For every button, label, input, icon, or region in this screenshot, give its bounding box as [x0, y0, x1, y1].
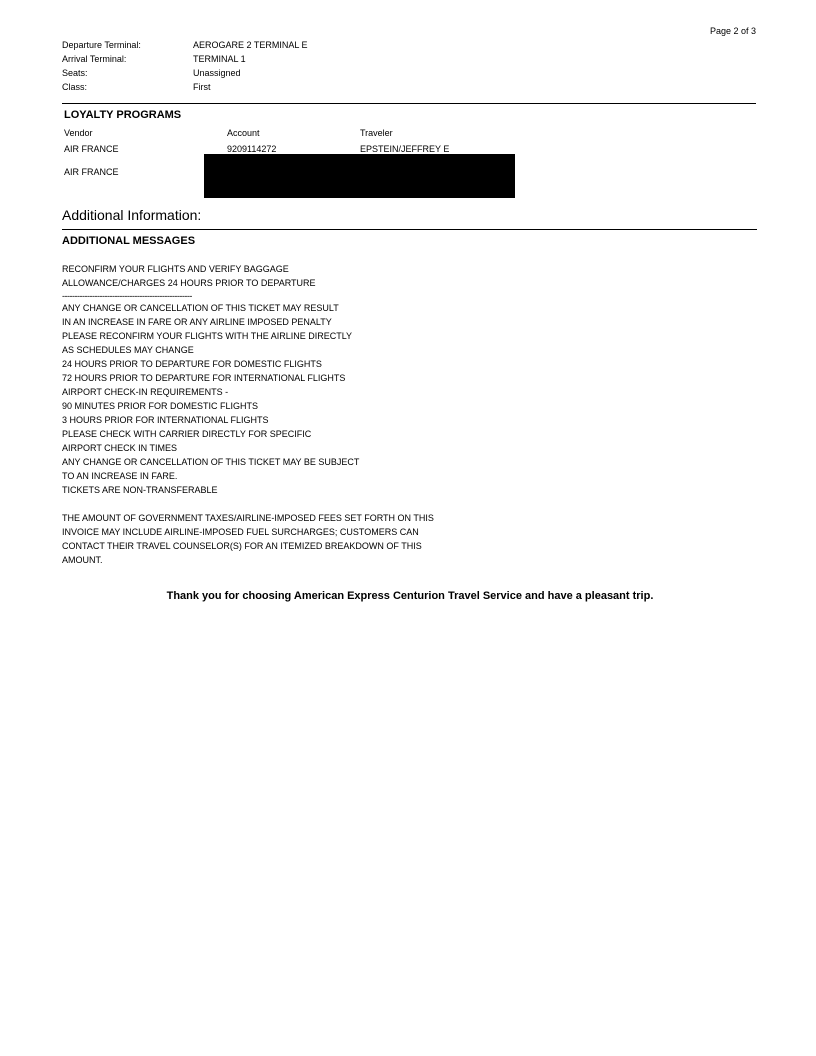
message-line: ANY CHANGE OR CANCELLATION OF THIS TICKET MAY BE SUBJECT: [62, 457, 360, 467]
message-line: INVOICE MAY INCLUDE AIRLINE-IMPOSED FUEL SURCHARGES; CUSTOMERS CAN: [62, 527, 419, 537]
loyalty-table-header: [64, 128, 564, 140]
loyalty-traveler: EPSTEIN/JEFFREY E: [360, 144, 450, 154]
class-row: [62, 82, 462, 96]
message-line: 90 MINUTES PRIOR FOR DOMESTIC FLIGHTS: [62, 401, 259, 411]
arrival-terminal-label: Arrival Terminal:: [62, 54, 127, 64]
seats-row: [62, 68, 462, 82]
message-line: AIRPORT CHECK-IN REQUIREMENTS -: [62, 387, 229, 397]
loyalty-vendor: AIR FRANCE: [64, 167, 119, 177]
class-value: First: [193, 82, 211, 92]
departure-terminal-row: [62, 40, 462, 54]
message-line: AIRPORT CHECK IN TIMES: [62, 443, 178, 453]
message-line: 72 HOURS PRIOR TO DEPARTURE FOR INTERNATIONAL FLIGHTS: [62, 373, 346, 383]
divider-additional: [62, 229, 757, 230]
class-label: Class:: [62, 82, 88, 92]
message-line: 3 HOURS PRIOR FOR INTERNATIONAL FLIGHTS: [62, 415, 269, 425]
additional-information-title: Additional Information:: [62, 207, 202, 223]
message-line: RECONFIRM YOUR FLIGHTS AND VERIFY BAGGAGE: [62, 264, 289, 274]
page-number: Page 2 of 3: [709, 26, 756, 36]
message-line: AMOUNT.: [62, 555, 103, 565]
additional-messages-title: ADDITIONAL MESSAGES: [62, 235, 196, 247]
traveler-column-header: Traveler: [360, 128, 393, 138]
messages-block-taxes: [62, 511, 434, 567]
message-line: PLEASE RECONFIRM YOUR FLIGHTS WITH THE AIRLINE DIRECTLY: [62, 331, 353, 341]
message-line: IN AN INCREASE IN FARE OR ANY AIRLINE IMPOSED PENALTY: [62, 317, 332, 327]
message-line: 24 HOURS PRIOR TO DEPARTURE FOR DOMESTIC FLIGHTS: [62, 359, 322, 369]
message-line: AS SCHEDULES MAY CHANGE: [62, 345, 194, 355]
message-line: CONTACT THEIR TRAVEL COUNSELOR(S) FOR AN ITEMIZED BREAKDOWN OF THIS: [62, 541, 422, 551]
vendor-column-header: Vendor: [64, 128, 93, 138]
message-line: ALLOWANCE/CHARGES 24 HOURS PRIOR TO DEPARTURE: [62, 278, 316, 288]
departure-terminal-label: Departure Terminal:: [62, 40, 141, 50]
message-line: TO AN INCREASE IN FARE.: [62, 471, 178, 481]
messages-block-policies: [62, 301, 359, 497]
message-line: ANY CHANGE OR CANCELLATION OF THIS TICKET MAY RESULT: [62, 303, 339, 313]
loyalty-vendor: AIR FRANCE: [64, 144, 119, 154]
message-separator: ----------------------------------------------------: [62, 291, 192, 301]
thank-you-message: Thank you for choosing American Express Centurion Travel Service and have a pleasant trip.: [166, 590, 654, 602]
messages-block-reconfirm: [62, 262, 316, 290]
redaction-box: [204, 154, 515, 198]
arrival-terminal-row: [62, 54, 462, 68]
arrival-terminal-value: TERMINAL 1: [193, 54, 246, 64]
divider-loyalty: [62, 103, 756, 104]
message-line: THE AMOUNT OF GOVERNMENT TAXES/AIRLINE-IMPOSED FEES SET FORTH ON THIS: [62, 513, 434, 523]
loyalty-account: 9209114272: [227, 144, 277, 154]
seats-value: Unassigned: [193, 68, 241, 78]
message-line: TICKETS ARE NON-TRANSFERABLE: [62, 485, 218, 495]
seats-label: Seats:: [62, 68, 88, 78]
message-line: PLEASE CHECK WITH CARRIER DIRECTLY FOR SPECIFIC: [62, 429, 312, 439]
account-column-header: Account: [227, 128, 260, 138]
departure-terminal-value: AEROGARE 2 TERMINAL E: [193, 40, 308, 50]
loyalty-programs-title: LOYALTY PROGRAMS: [64, 109, 182, 121]
